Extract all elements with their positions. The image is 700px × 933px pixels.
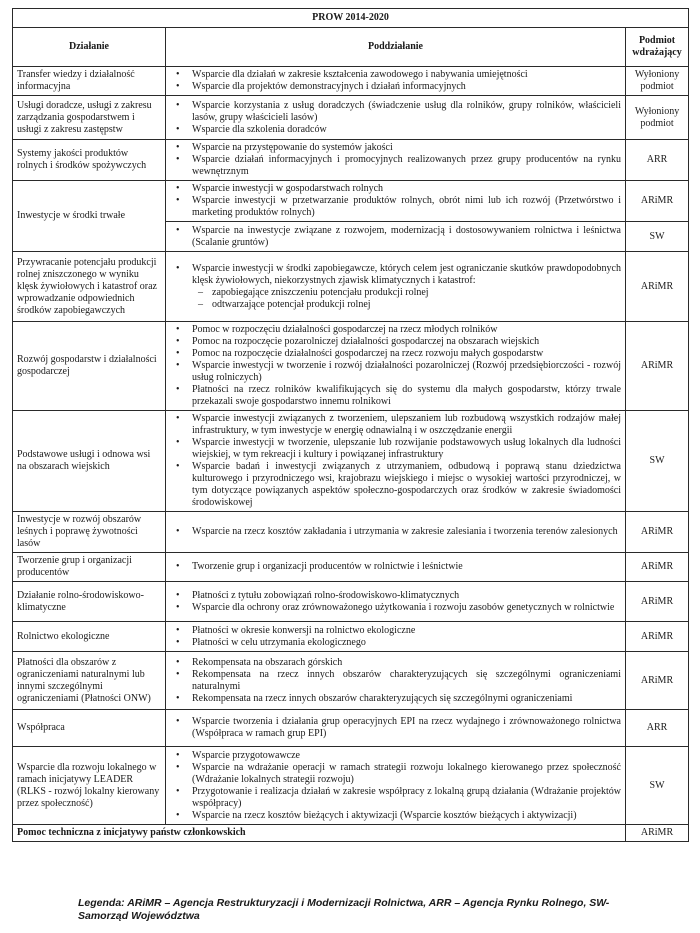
poddzialanie-cell <box>166 652 626 710</box>
poddzialanie-item: • Wsparcie inwestycji związanych z tworzeniem, ulepszaniem lub rozbudową wszystkich rodzajów małej infrastruktury, w tym inwestycje w energię odnawialną i w oszczędzanie energii <box>192 413 621 437</box>
dzialanie-cell: Inwestycje w rozwój obszarów leśnych i poprawę żywotności lasów <box>13 512 166 553</box>
poddzialanie-item: • Wsparcie inwestycji w środki zapobiegawcze, których celem jest ograniczanie skutków prawdopodobnych klęsk żywiołowych, niekorzystnych zjawisk klimatycznych i katastrof: <box>192 263 621 287</box>
poddzialanie-item: • Wsparcie na inwestycje związane z rozwojem, modernizacją i dostosowywaniem rolnictwa i leśnictwa (Scalanie gruntów) <box>192 225 621 249</box>
sub-item-list <box>170 287 621 311</box>
podmiot-cell: ARiMR <box>626 553 689 582</box>
poddzialanie-item: • Płatności w okresie konwersji na rolnictwo ekologiczne <box>192 625 621 637</box>
poddzialanie-list <box>170 100 621 136</box>
poddzialanie-list <box>170 561 621 573</box>
table-row <box>13 252 689 322</box>
podmiot-cell: ARiMR <box>626 181 689 222</box>
poddzialanie-cell <box>166 322 626 411</box>
podmiot-cell: ARiMR <box>626 322 689 411</box>
poddzialanie-cell <box>166 140 626 181</box>
poddzialanie-item: • Wsparcie na rzecz kosztów bieżących i aktywizacji (Wsparcie kosztów bieżących i aktywizacji) <box>192 810 621 822</box>
poddzialanie-item: • Wsparcie badań i inwestycji związanych z utrzymaniem, odbudową i poprawą stanu dziedzictwa kulturowego i przyrodniczego wsi, krajobrazu wiejskiego i miejsc o wysokiej wartości przyrodniczej, w tym dotyczące powiązanych aspektów społeczno-gospodarczych oraz środków w zakresie świadomości środowiskowej <box>192 461 621 509</box>
podmiot-cell: ARiMR <box>626 582 689 622</box>
dzialanie-cell: Usługi doradcze, usługi z zakresu zarządzania gospodarstwem i usługi z zakresu zastępstw <box>13 96 166 140</box>
poddzialanie-item: • Płatności na rzecz rolników kwalifikujących się do systemu dla małych gospodarstw, którzy trwale przekazali swoje gospodarstwo innemu rolnikowi <box>192 384 621 408</box>
table-row <box>13 140 689 181</box>
last-row-label: Pomoc techniczna z inicjatywy państw członkowskich <box>13 825 626 842</box>
podmiot-cell: Wyłoniony podmiot <box>626 96 689 140</box>
poddzialanie-list <box>170 183 621 219</box>
table-row <box>13 67 689 96</box>
dzialanie-cell: Systemy jakości produktów rolnych i środków spożywczych <box>13 140 166 181</box>
podmiot-cell: ARR <box>626 710 689 747</box>
dzialanie-cell: Tworzenie grup i organizacji producentów <box>13 553 166 582</box>
table-row <box>13 322 689 411</box>
podmiot-cell: SW <box>626 222 689 252</box>
poddzialanie-item: • Płatności z tytułu zobowiązań rolno-środowiskowo-klimatycznych <box>192 590 621 602</box>
podmiot-cell: ARiMR <box>626 622 689 652</box>
poddzialanie-item: • Tworzenie grup i organizacji producentów w rolnictwie i leśnictwie <box>192 561 621 573</box>
podmiot-cell: SW <box>626 747 689 825</box>
poddzialanie-list <box>170 625 621 649</box>
poddzialanie-item: • Wsparcie przygotowawcze <box>192 750 621 762</box>
last-row <box>13 825 689 842</box>
poddzialanie-item: • Wsparcie działań informacyjnych i promocyjnych realizowanych przez grupy producentów na rynku wewnętrznym <box>192 154 621 178</box>
table-row <box>13 181 689 222</box>
dzialanie-cell: Przywracanie potencjału produkcji rolnej zniszczonego w wyniku klęsk żywiołowych i katastrof oraz wprowadzanie odpowiednich środków zapobiegawczych <box>13 252 166 322</box>
poddzialanie-list <box>170 657 621 705</box>
poddzialanie-cell <box>166 553 626 582</box>
poddzialanie-item: • Wsparcie inwestycji w tworzenie, ulepszanie lub rozwijanie podstawowych usług lokalnych dla ludności wiejskiej, w tym rekreacji i kultury i powiązanej infrastruktury <box>192 437 621 461</box>
poddzialanie-cell <box>166 411 626 512</box>
dzialanie-cell: Rozwój gospodarstw i działalności gospodarczej <box>13 322 166 411</box>
poddzialanie-item: • Pomoc w rozpoczęciu działalności gospodarczej na rzecz młodych rolników <box>192 324 621 336</box>
dzialanie-cell: Płatności dla obszarów z ograniczeniami naturalnymi lub innymi szczególnymi ograniczeniami (Płatności ONW) <box>13 652 166 710</box>
poddzialanie-item: • Rekompensata na obszarach górskich <box>192 657 621 669</box>
dzialanie-cell: Podstawowe usługi i odnowa wsi na obszarach wiejskich <box>13 411 166 512</box>
poddzialanie-item: • Płatności w celu utrzymania ekologicznego <box>192 637 621 649</box>
poddzialanie-cell <box>166 96 626 140</box>
poddzialanie-item: • Rekompensata na rzecz innych obszarów charakteryzujących się szczególnymi ograniczeniami naturalnymi <box>192 669 621 693</box>
poddzialanie-item: • Wsparcie dla ochrony oraz zrównoważonego użytkowania i rozwoju zasobów genetycznych w rolnictwie <box>192 602 621 614</box>
poddzialanie-cell <box>166 512 626 553</box>
poddzialanie-item: • Pomoc na rozpoczęcie pozarolniczej działalności gospodarczej na obszarach wiejskich <box>192 336 621 348</box>
dzialanie-cell: Wsparcie dla rozwoju lokalnego w ramach inicjatywy LEADER (RLKS - rozwój lokalny kierowany przez społeczność) <box>13 747 166 825</box>
dzialanie-cell: Współpraca <box>13 710 166 747</box>
table-title: PROW 2014-2020 <box>13 9 689 28</box>
poddzialanie-cell <box>166 252 626 322</box>
podmiot-cell: SW <box>626 411 689 512</box>
poddzialanie-item: • Wsparcie dla działań w zakresie kształcenia zawodowego i nabywania umiejętności <box>192 69 621 81</box>
podmiot-cell: ARiMR <box>626 512 689 553</box>
table-row <box>13 512 689 553</box>
poddzialanie-cell <box>166 582 626 622</box>
header-poddzialanie: Poddziałanie <box>166 28 626 67</box>
dzialanie-cell: Rolnictwo ekologiczne <box>13 622 166 652</box>
poddzialanie-list <box>170 413 621 509</box>
table-row <box>13 747 689 825</box>
poddzialanie-list <box>170 225 621 249</box>
poddzialanie-list <box>170 716 621 740</box>
poddzialanie-item: • Wsparcie inwestycji w przetwarzanie produktów rolnych, obrót nimi lub ich rozwój (Przetwórstwo i marketing produktów rolnych) <box>192 195 621 219</box>
poddzialanie-item: • Rekompensata na rzecz innych obszarów charakteryzujących się szczególnymi ograniczeniami <box>192 693 621 705</box>
poddzialanie-list <box>170 263 621 287</box>
podmiot-cell: ARR <box>626 140 689 181</box>
poddzialanie-list <box>170 69 621 93</box>
poddzialanie-item: • Wsparcie inwestycji w tworzenie i rozwój działalności pozarolniczej (Rozwój przedsiębiorczości - rozwój usług rolniczych) <box>192 360 621 384</box>
table-row <box>13 96 689 140</box>
header-dzialanie: Działanie <box>13 28 166 67</box>
table-row <box>13 582 689 622</box>
header-row <box>13 28 689 67</box>
prow-table <box>12 8 689 842</box>
poddzialanie-list <box>170 750 621 822</box>
dzialanie-cell: Inwestycje w środki trwałe <box>13 181 166 252</box>
sub-item: – odtwarzające potencjał produkcji rolnej <box>212 299 621 311</box>
poddzialanie-list <box>170 590 621 614</box>
podmiot-cell: ARiMR <box>626 652 689 710</box>
last-row-podmiot: ARiMR <box>626 825 689 842</box>
table-body <box>13 67 689 825</box>
dzialanie-cell: Transfer wiedzy i działalność informacyjna <box>13 67 166 96</box>
legend: Legenda: ARiMR – Agencja Restrukturyzacji i Modernizacji Rolnictwa, ARR – Agencja Rynku Rolnego, SW- Samorząd Województwa <box>78 897 610 922</box>
poddzialanie-item: • Pomoc na rozpoczęcie działalności gospodarczej na rzecz rozwoju małych gospodarstw <box>192 348 621 360</box>
poddzialanie-item: • Wsparcie na przystępowanie do systemów jakości <box>192 142 621 154</box>
poddzialanie-item: • Wsparcie korzystania z usług doradczych (świadczenie usług dla rolników, grupy rolników, właścicieli lasów, grupy właścicieli lasów) <box>192 100 621 124</box>
dzialanie-cell: Działanie rolno-środowiskowo-klimatyczne <box>13 582 166 622</box>
poddzialanie-cell <box>166 181 626 222</box>
poddzialanie-cell <box>166 710 626 747</box>
title-row <box>13 9 689 28</box>
poddzialanie-cell <box>166 622 626 652</box>
poddzialanie-item: • Przygotowanie i realizacja działań w zakresie współpracy z lokalną grupą działania (Wdrażanie projektów współpracy) <box>192 786 621 810</box>
table-row <box>13 411 689 512</box>
table-row <box>13 553 689 582</box>
poddzialanie-cell <box>166 222 626 252</box>
poddzialanie-item: • Wsparcie dla projektów demonstracyjnych i działań informacyjnych <box>192 81 621 93</box>
header-podmiot: Podmiot wdrażający <box>626 28 689 67</box>
table-row <box>13 710 689 747</box>
podmiot-cell: Wyłoniony podmiot <box>626 67 689 96</box>
table-row <box>13 652 689 710</box>
poddzialanie-item: • Wsparcie tworzenia i działania grup operacyjnych EPI na rzecz wydajnego i zrównoważonego rolnictwa (Współpraca w ramach grup EPI) <box>192 716 621 740</box>
poddzialanie-cell <box>166 67 626 96</box>
poddzialanie-list <box>170 142 621 178</box>
poddzialanie-item: • Wsparcie dla szkolenia doradców <box>192 124 621 136</box>
poddzialanie-cell <box>166 747 626 825</box>
poddzialanie-item: • Wsparcie na rzecz kosztów zakładania i utrzymania w zakresie zalesiania i tworzenia terenów zalesionych <box>192 526 621 538</box>
poddzialanie-list <box>170 526 621 538</box>
sub-item: – zapobiegające zniszczeniu potencjału produkcji rolnej <box>212 287 621 299</box>
poddzialanie-list <box>170 324 621 408</box>
table-row <box>13 622 689 652</box>
poddzialanie-item: • Wsparcie na wdrażanie operacji w ramach strategii rozwoju lokalnego kierowanego przez społeczność (Wdrażanie lokalnych strategii rozwoju) <box>192 762 621 786</box>
poddzialanie-item: • Wsparcie inwestycji w gospodarstwach rolnych <box>192 183 621 195</box>
podmiot-cell: ARiMR <box>626 252 689 322</box>
